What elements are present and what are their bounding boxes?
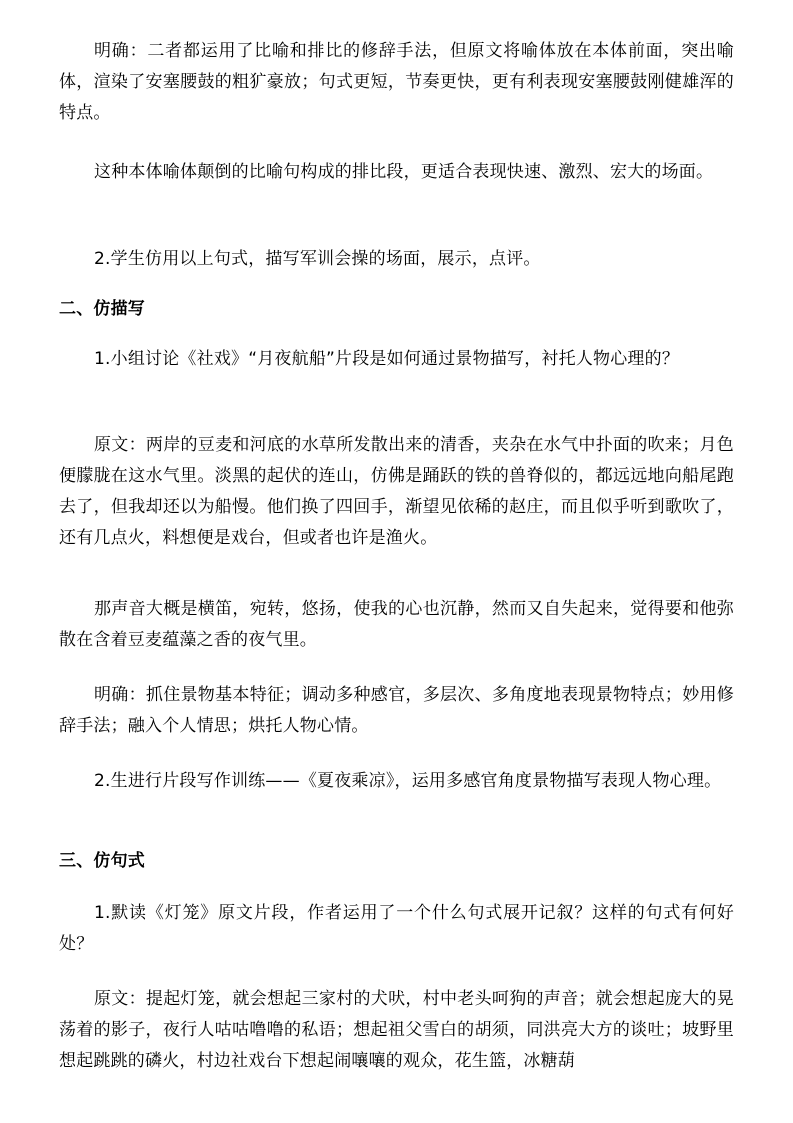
paragraph-inverted-metaphor: 这种本体喻体颠倒的比喻句构成的排比段，更适合表现快速、激烈、宏大的场面。 xyxy=(94,162,714,182)
paragraph-mingque-comparison: 明确：二者都运用了比喻和排比的修辞手法，但原文将喻体放在本体前面，突出喻体，渲染了安塞腰鼓的粗犷豪放；句式更短，节奏更快，更有利表现安塞腰鼓刚健雄浑的特点。 xyxy=(59,41,734,123)
paragraph-silent-reading: 1.默读《灯笼》原文片段，作者运用了一个什么句式展开记叙？这样的句式有何好处？ xyxy=(59,903,734,954)
section-heading-imitate-sentence: 三、仿句式 xyxy=(59,851,145,871)
paragraph-original-lantern: 原文：提起灯笼，就会想起三家村的犬吠，村中老头呵狗的声音；就会想起庞大的晃荡着的影子，夜行人咕咕噜噜的私语；想起祖父雪白的胡须，同洪亮大方的谈吐；坡野里想起跳跳的磷火，村边社戏台下想起闹嚷嚷的观众，花生篮，冰糖葫 xyxy=(59,989,734,1071)
paragraph-original-she-xi: 原文：两岸的豆麦和河底的水草所发散出来的清香，夹杂在水气中扑面的吹来；月色便朦胧在这水气里。淡黑的起伏的连山，仿佛是踊跃的铁的兽脊似的，都远远地向船尾跑去了，但我却还以为船慢。他们换了四回手，渐望见依稀的赵庄，而且似乎听到歌吹了，还有几点火，料想便是戏台，但或者也许是渔火。 xyxy=(59,435,734,548)
paragraph-flute-sound: 那声音大概是横笛，宛转，悠扬，使我的心也沉静，然而又自失起来，觉得要和他弥散在含着豆麦蕴藻之香的夜气里。 xyxy=(59,599,734,650)
paragraph-mingque-scenery: 明确：抓住景物基本特征；调动多种感官，多层次、多角度地表现景物特点；妙用修辞手法；融入个人情思；烘托人物心情。 xyxy=(59,685,734,736)
paragraph-group-discussion: 1.小组讨论《社戏》“月夜航船”片段是如何通过景物描写，衬托人物心理的？ xyxy=(94,349,680,369)
section-heading-imitate-description: 二、仿描写 xyxy=(59,299,145,319)
paragraph-student-imitation: 2.学生仿用以上句式，描写军训会操的场面，展示，点评。 xyxy=(94,249,541,269)
paragraph-writing-training: 2.生进行片段写作训练——《夏夜乘凉》，运用多感官角度景物描写表现人物心理。 xyxy=(94,771,722,791)
